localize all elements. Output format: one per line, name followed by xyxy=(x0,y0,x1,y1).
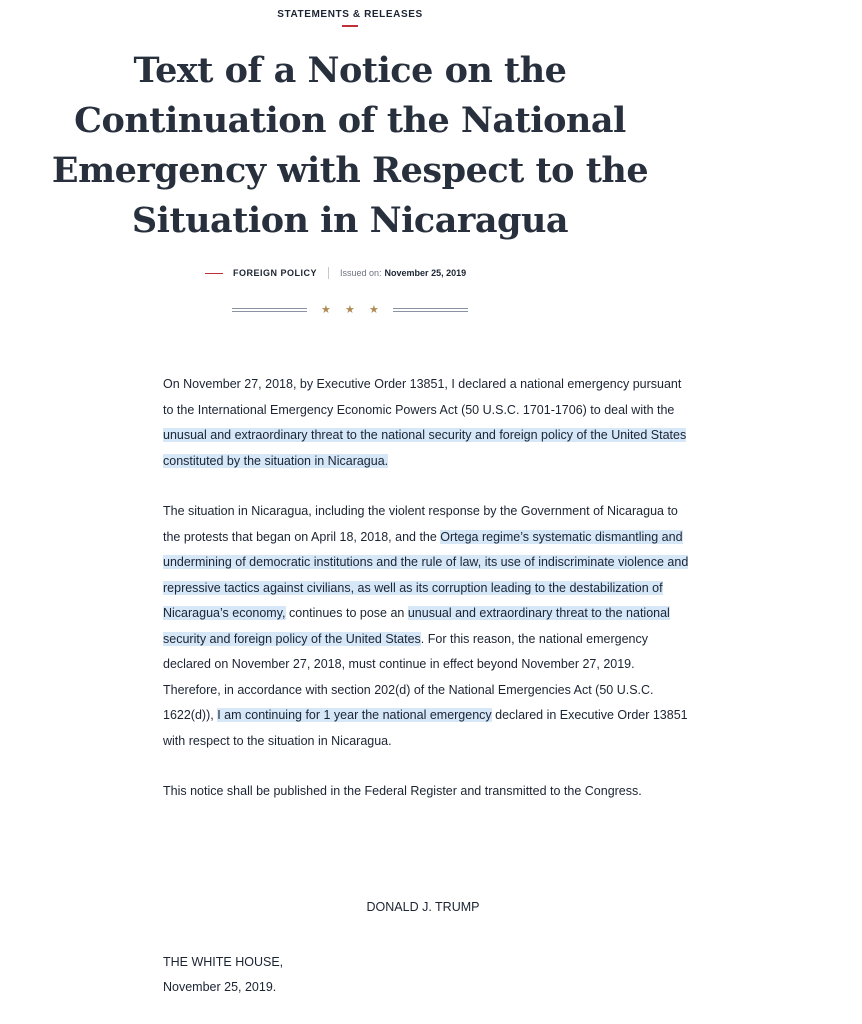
page-title: Text of a Notice on the Continuation of the National Emergency with Respect to the Situation in Nicaragua xyxy=(51,50,649,241)
category-label[interactable]: STATEMENTS & RELEASES xyxy=(277,9,423,20)
star-divider xyxy=(232,304,468,318)
body-text-segment: On November 27, 2018, by Executive Order 13851, I declared a national emergency pursuant to the International Emergency Economic Powers Act (50 U.S.C. 1701-1706) to deal with the xyxy=(163,377,682,417)
body-paragraph-2 xyxy=(163,499,693,754)
body-text-segment: The situation in Nicaragua, including the violent response by the Government of Nicaragua to the protests that began on April 18, 2018, and the xyxy=(163,504,678,544)
closing-block xyxy=(163,950,283,1000)
body-text-segment: continues to pose an xyxy=(285,606,408,620)
body-paragraph-3 xyxy=(163,779,693,805)
highlighted-text: I am continuing for 1 year the national emergency xyxy=(217,708,492,722)
issued-label: Issued on: xyxy=(340,268,382,278)
body-text-segment: This notice shall be published in the Federal Register and transmitted to the Congress. xyxy=(163,784,642,798)
issued-date: November 25, 2019 xyxy=(384,268,467,278)
highlighted-text: unusual and extraordinary threat to the national security and foreign policy of the United States xyxy=(163,606,670,646)
star-icon: ★ xyxy=(321,304,331,316)
star-icon: ★ xyxy=(345,304,355,316)
meta-separator xyxy=(328,267,329,279)
divider-rule-right-top xyxy=(393,308,468,309)
article-body xyxy=(163,372,693,830)
highlighted-text: unusual and extraordinary threat to the national security and foreign policy of the United States constituted by the situation in Nicaragua. xyxy=(163,428,687,468)
star-icon: ★ xyxy=(369,304,379,316)
highlighted-text: Ortega regime’s systematic dismantling and undermining of democratic institutions and the rule of law, its use of indiscriminate violence and repressive tactics against civilians, as well as its corruption leading to the destabilization of Nicaragua’s economy, xyxy=(163,529,689,620)
divider-rule-left-top xyxy=(232,308,307,309)
article-meta xyxy=(205,266,466,280)
category-underline xyxy=(342,25,358,27)
body-text-segment: . For this reason, the national emergency declared on November 27, 2018, must continue in effect beyond November 27, 2019. Therefore, in accordance with section 202(d) of the National Emergencies Act (50 U.S.C. 1622(d)), xyxy=(163,631,654,722)
body-text-segment: declared in Executive Order 13851 with respect to the situation in Nicaragua. xyxy=(163,708,688,748)
topic-link[interactable]: FOREIGN POLICY xyxy=(233,268,318,278)
divider-rule-right-bottom xyxy=(393,311,468,312)
divider-rule-left-bottom xyxy=(232,311,307,312)
closing-place: THE WHITE HOUSE, xyxy=(163,955,284,969)
topic-dash xyxy=(205,273,223,274)
signature: DONALD J. TRUMP xyxy=(366,900,480,914)
body-paragraph-1 xyxy=(163,372,693,474)
closing-date: November 25, 2019. xyxy=(163,980,277,994)
